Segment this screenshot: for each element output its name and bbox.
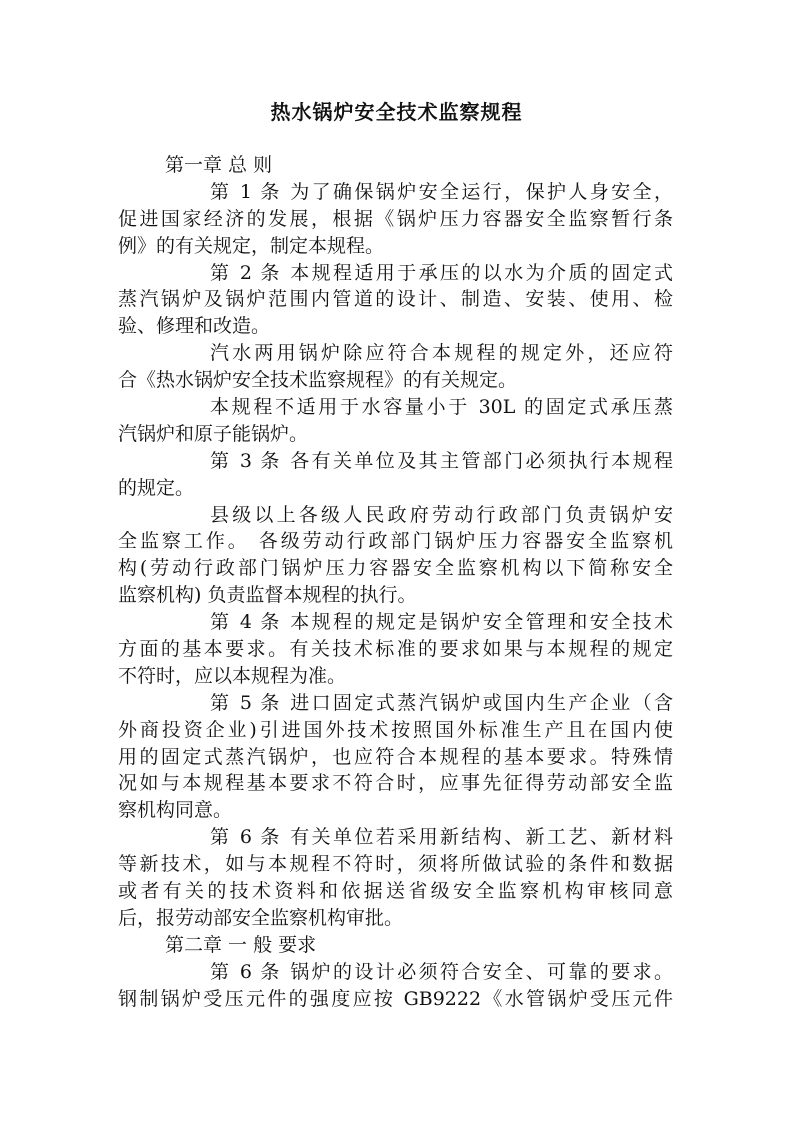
text-line: 等新技术，如与本规程不符时，须将所做试验的条件和数据 (118, 853, 673, 876)
text-line: 例》的有关规定，制定本规程。 (118, 234, 385, 257)
text-line: 验、修理和改造。 (118, 315, 271, 338)
text-line: 后，报劳动部安全监察机构审批。 (118, 906, 404, 929)
text-line: 汽水两用锅炉除应符合本规程的规定外，还应符 (210, 342, 673, 365)
text-line: 第 1 条 为了确保锅炉安全运行，保护人身安全， (210, 180, 673, 203)
text-line: 合《热水锅炉安全技术监察规程》的有关规定。 (118, 369, 518, 392)
chapter-heading: 第二章 一 般 要求 (165, 933, 317, 956)
text-line: 不符时，应以本规程为准。 (118, 664, 347, 687)
text-line: 全监察工作。 各级劳动行政部门锅炉压力容器安全监察机 (118, 530, 673, 553)
text-line: 汽锅炉和原子能锅炉。 (118, 422, 309, 445)
text-line: 第 5 条 进口固定式蒸汽锅炉或国内生产企业（含 (210, 691, 673, 714)
text-line: 构(劳动行政部门锅炉压力容器安全监察机构以下简称安全 (118, 557, 673, 580)
text-line: 第 2 条 本规程适用于承压的以水为介质的固定式 (210, 261, 673, 284)
text-line: 况如与本规程基本要求不符合时，应事先征得劳动部安全监 (118, 772, 673, 795)
text-line: 方面的基本要求。有关技术标准的要求如果与本规程的规定 (118, 638, 673, 661)
text-line: 外商投资企业)引进国外技术按照国外标准生产且在国内使 (118, 718, 673, 741)
text-line: 第 6 条 锅炉的设计必须符合安全、可靠的要求。 (210, 960, 673, 983)
text-line: 县级以上各级人民政府劳动行政部门负责锅炉安 (210, 503, 673, 526)
text-line: 的规定。 (118, 476, 195, 499)
chapter-heading: 第一章 总 则 (165, 154, 273, 176)
text-line: 第 6 条 有关单位若采用新结构、新工艺、新材料 (210, 826, 673, 849)
text-line: 本规程不适用于水容量小于 30L 的固定式承压蒸 (210, 396, 673, 419)
text-line: 或者有关的技术资料和依据送省级安全监察机构审核同意 (118, 880, 673, 903)
text-line: 第 4 条 本规程的规定是锅炉安全管理和安全技术 (210, 611, 673, 634)
text-line: 促进国家经济的发展，根据《锅炉压力容器安全监察暂行条 (118, 207, 673, 230)
text-line: 监察机构) 负责监督本规程的执行。 (118, 584, 417, 607)
text-line: 钢制锅炉受压元件的强度应按 GB9222《水管锅炉受压元件 (118, 987, 673, 1010)
text-line: 蒸汽锅炉及锅炉范围内管道的设计、制造、安装、使用、检 (118, 288, 673, 311)
text-line: 察机构同意。 (118, 799, 233, 822)
document-body (118, 152, 673, 1013)
text-line: 第 3 条 各有关单位及其主管部门必须执行本规程 (210, 449, 673, 472)
text-line: 用的固定式蒸汽锅炉，也应符合本规程的基本要求。特殊情 (118, 745, 673, 768)
document-title: 热水锅炉安全技术监察规程 (270, 100, 523, 124)
